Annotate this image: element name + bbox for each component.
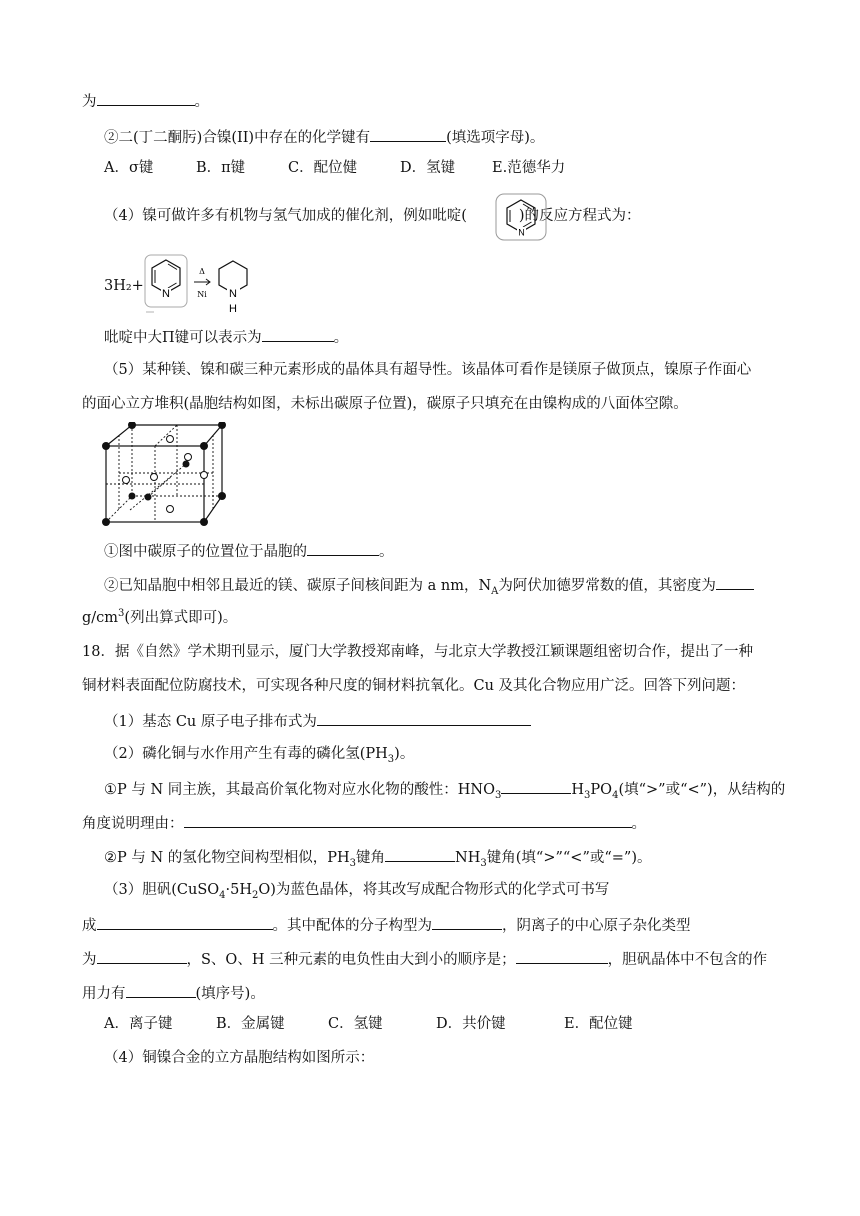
subscript: 2 <box>252 889 259 901</box>
fill-blank[interactable] <box>516 948 608 964</box>
option-c: C．配位健 <box>288 160 358 176</box>
text: （2）磷化铜与水作用产生有毒的磷化氢(PH <box>104 746 388 762</box>
text: 。 <box>631 816 646 832</box>
question-18-intro-2: 铜材料表面配位防腐技术，可实现各种尺度的铜材料抗氧化。Cu 及其化合物应用广泛。回答下列问题： <box>82 678 746 694</box>
text: ②二(丁二酮肟)合镍(II)中存在的化学键有 <box>104 130 371 146</box>
question-forces <box>82 982 265 1004</box>
text: ②已知晶胞中相邻且最近的镁、碳原子间核间距为 a nm，N <box>104 578 492 594</box>
subscript: 4 <box>612 789 619 801</box>
subscript: 3 <box>387 753 395 765</box>
text: H <box>571 782 585 798</box>
question-copper-sulfate <box>104 880 609 900</box>
paragraph-crystal-1: （5）某种镁、镍和碳三种元素形成的晶体具有超导性。该晶体可看作是镁原子做顶点，镍原子作面心 <box>104 362 752 378</box>
text: （1）基态 Cu 原子电子排布式为 <box>104 714 317 730</box>
option-d: D．共价键 <box>436 1016 506 1032</box>
option-b: B．金属键 <box>216 1016 285 1032</box>
text: 键角 <box>356 850 386 866</box>
text: ，胆矾晶体中不包含的作 <box>607 952 768 968</box>
nitrogen-label: N <box>229 288 237 300</box>
question-bond-angle <box>104 846 652 868</box>
text: 。 <box>379 544 394 560</box>
text: ，阴离子的中心原子杂化类型 <box>502 918 691 934</box>
text: 用力有 <box>82 986 126 1002</box>
text: 为阿伏加德罗常数的值，其密度为 <box>498 578 716 594</box>
option-e: E．配位键 <box>564 1016 633 1032</box>
fill-blank[interactable] <box>126 982 196 998</box>
text: (填选项字母)。 <box>446 130 545 146</box>
options-row-2 <box>104 1014 633 1034</box>
question-pi-bond <box>104 326 348 348</box>
text: )的反应方程式为： <box>518 208 641 224</box>
fill-blank[interactable] <box>97 90 195 106</box>
reaction-equation <box>144 252 294 316</box>
text: 。其中配体的分子构型为 <box>272 918 432 934</box>
pyridine-structure <box>495 193 547 241</box>
text: 。 <box>194 94 209 110</box>
text: 键角(填“>”“<”或“=”)。 <box>486 850 652 866</box>
question-density <box>104 574 754 596</box>
text: 为 <box>82 952 97 968</box>
text: (列出算式即可)。 <box>124 610 238 626</box>
subscript: 3 <box>584 789 591 801</box>
hydrogen-label: H <box>229 303 237 315</box>
text: ①图中碳原子的位置位于晶胞的 <box>104 544 307 560</box>
text: 吡啶中大Π键可以表示为 <box>104 330 262 346</box>
fill-blank[interactable] <box>317 710 531 726</box>
fill-blank[interactable] <box>370 126 446 142</box>
text: 为 <box>82 94 97 110</box>
nitrogen-label: N <box>518 227 525 238</box>
equation-lhs: 3H₂+ <box>104 278 144 294</box>
fill-blank[interactable] <box>97 948 187 964</box>
question-reason <box>82 812 646 834</box>
text: O)为蓝色晶体，将其改写成配合物形式的化学式可书写 <box>258 882 610 898</box>
delta-label: Δ <box>199 267 205 276</box>
text: )。 <box>394 746 415 762</box>
question-pyridine <box>104 206 641 226</box>
superscript: 3 <box>118 608 125 620</box>
option-b: B．π键 <box>196 160 246 176</box>
text: PO <box>590 782 613 798</box>
text: NH <box>455 850 481 866</box>
option-d: D．氢键 <box>400 160 456 176</box>
text: （3）胆矾(CuSO <box>104 882 220 898</box>
question-phosphine <box>104 744 414 764</box>
text: ，S、O、H 三种元素的电负性由大到小的顺序是； <box>186 952 516 968</box>
fill-blank[interactable] <box>385 846 455 862</box>
text: (填序号)。 <box>195 986 265 1002</box>
crystal-cell-diagram <box>100 422 232 532</box>
fill-blank[interactable] <box>716 574 754 590</box>
question-18-intro-1: 18．据《自然》学术期刊显示，厦门大学教授郑南峰，与北京大学教授江颖课题组密切合作，提出了一种 <box>82 644 753 660</box>
question-hybridization <box>82 948 767 970</box>
question-carbon-position <box>104 540 394 562</box>
question-alloy-cell: （4）铜镍合金的立方晶胞结构如图所示： <box>104 1050 375 1066</box>
options-row-1 <box>104 158 565 178</box>
fill-blank[interactable] <box>184 812 632 828</box>
text: 成 <box>82 918 97 934</box>
question-complex-formula <box>82 914 691 936</box>
text: （4）镍可做许多有机物与氢气加成的催化剂，例如吡啶( <box>104 208 467 224</box>
text: ①P 与 N 同主族，其最高价氧化物对应水化物的酸性：HNO <box>104 782 495 798</box>
paragraph-crystal-2: 的面心立方堆积(晶胞结构如图，未标出碳原子位置)，碳原子只填充在由镍构成的八面体空隙。 <box>82 396 688 412</box>
question-electron-config <box>104 710 531 732</box>
subscript: 3 <box>349 857 357 869</box>
subscript: 4 <box>219 889 226 901</box>
text: g/cm <box>82 610 119 626</box>
question-bond-types <box>104 126 544 148</box>
density-unit-line <box>82 608 237 628</box>
fill-blank[interactable] <box>432 914 502 930</box>
fill-blank[interactable] <box>501 778 571 794</box>
nickel-catalyst-label: Ni <box>197 290 207 299</box>
subscript: A <box>491 585 499 597</box>
text: ·5H <box>225 882 252 898</box>
text: 角度说明理由： <box>82 816 184 832</box>
option-a: A．σ键 <box>104 160 154 176</box>
text: 。 <box>333 330 349 346</box>
text: (填“>”或“<”)，从结构的 <box>618 782 786 798</box>
option-a: A．离子键 <box>104 1016 173 1032</box>
option-e: E.范德华力 <box>492 160 566 176</box>
subscript: 3 <box>495 789 502 801</box>
text: ②P 与 N 的氢化物空间构型相似，PH <box>104 850 350 866</box>
fill-blank[interactable] <box>97 914 273 930</box>
question-acidity <box>104 778 785 800</box>
answer-line-1 <box>82 90 209 112</box>
fill-blank[interactable] <box>307 540 379 556</box>
option-c: C．氢键 <box>328 1016 383 1032</box>
fill-blank[interactable] <box>262 326 334 342</box>
subscript: 3 <box>480 857 487 869</box>
nitrogen-label: N <box>162 288 170 300</box>
